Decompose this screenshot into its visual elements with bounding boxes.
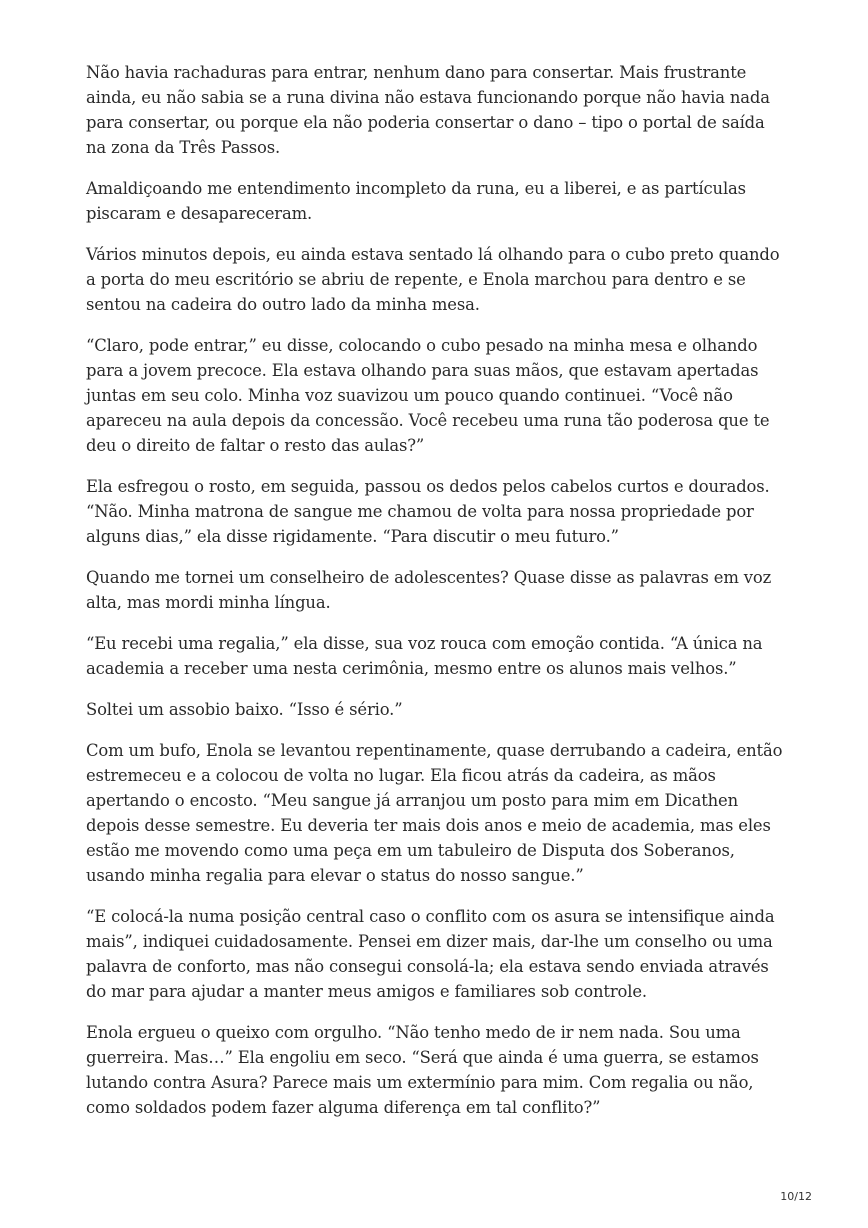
paragraph-7: “Eu recebi uma regalia,” ela disse, sua voz rouca com emoção contida. “A única na academia a receber uma nesta cerimônia, mesmo entre os alunos mais velhos.” [86, 634, 763, 678]
paragraph-5: Ela esfregou o rosto, em seguida, passou os dedos pelos cabelos curtos e dourados. “Não. Minha matrona de sangue me chamou de volta para nossa propriedade por alguns dias,” ela disse rigidamente. “Para discutir o meu futuro.” [86, 477, 770, 546]
paragraph-8: Soltei um assobio baixo. “Isso é sério.” [86, 700, 403, 719]
paragraph-4: “Claro, pode entrar,” eu disse, colocando o cubo pesado na minha mesa e olhando para a jovem precoce. Ela estava olhando para suas mãos, que estavam apertadas juntas em seu colo. Minha voz suavizou um pouco quando continuei. “Você não apareceu na aula depois da concessão. Você recebeu uma runa tão poderosa que te deu o direito de faltar o resto das aulas?” [86, 336, 770, 455]
paragraph-1: Não havia rachaduras para entrar, nenhum dano para consertar. Mais frustrante ainda, eu não sabia se a runa divina não estava funcionando porque não havia nada para consertar, ou porque ela não poderia consertar o dano – tipo o portal de saída na zona da Três Passos. [86, 63, 770, 157]
paragraph-9: Com um bufo, Enola se levantou repentinamente, quase derrubando a cadeira, então estremeceu e a colocou de volta no lugar. Ela ficou atrás da cadeira, as mãos apertando o encosto. “Meu sangue já arranjou um posto para mim em Dicathen depois desse semestre. Eu deveria ter mais dois anos e meio de academia, mas eles estão me movendo como uma peça em um tabuleiro de Disputa dos Soberanos, usando minha regalia para elevar o status do nosso sangue.” [86, 741, 783, 885]
paragraph-3: Vários minutos depois, eu ainda estava sentado lá olhando para o cubo preto quando a porta do meu escritório se abriu de repente, e Enola marchou para dentro e se sentou na cadeira do outro lado da minha mesa. [86, 245, 780, 314]
paragraph-2: Amaldiçoando me entendimento incompleto da runa, eu a liberei, e as partículas piscaram e desapareceram. [86, 179, 746, 223]
paragraph-6: Quando me tornei um conselheiro de adolescentes? Quase disse as palavras em voz alta, mas mordi minha língua. [86, 568, 772, 612]
paragraph-11: Enola ergueu o queixo com orgulho. “Não tenho medo de ir nem nada. Sou uma guerreira. Mas…” Ela engoliu em seco. “Será que ainda é uma guerra, se estamos lutando contra Asura? Parece mais um extermínio para mim. Com regalia ou não, como soldados podem fazer alguma diferença em tal conflito?” [86, 1023, 759, 1117]
paragraph-10: “E colocá-la numa posição central caso o conflito com os asura se intensifique ainda mais”, indiquei cuidadosamente. Pensei em dizer mais, dar-lhe um conselho ou uma palavra de conforto, mas não consegui consolá-la; ela estava sendo enviada através do mar para ajudar a manter meus amigos e familiares sob controle. [86, 907, 775, 1001]
document-body [86, 60, 786, 1136]
page-number: 10/12 [780, 1190, 812, 1203]
